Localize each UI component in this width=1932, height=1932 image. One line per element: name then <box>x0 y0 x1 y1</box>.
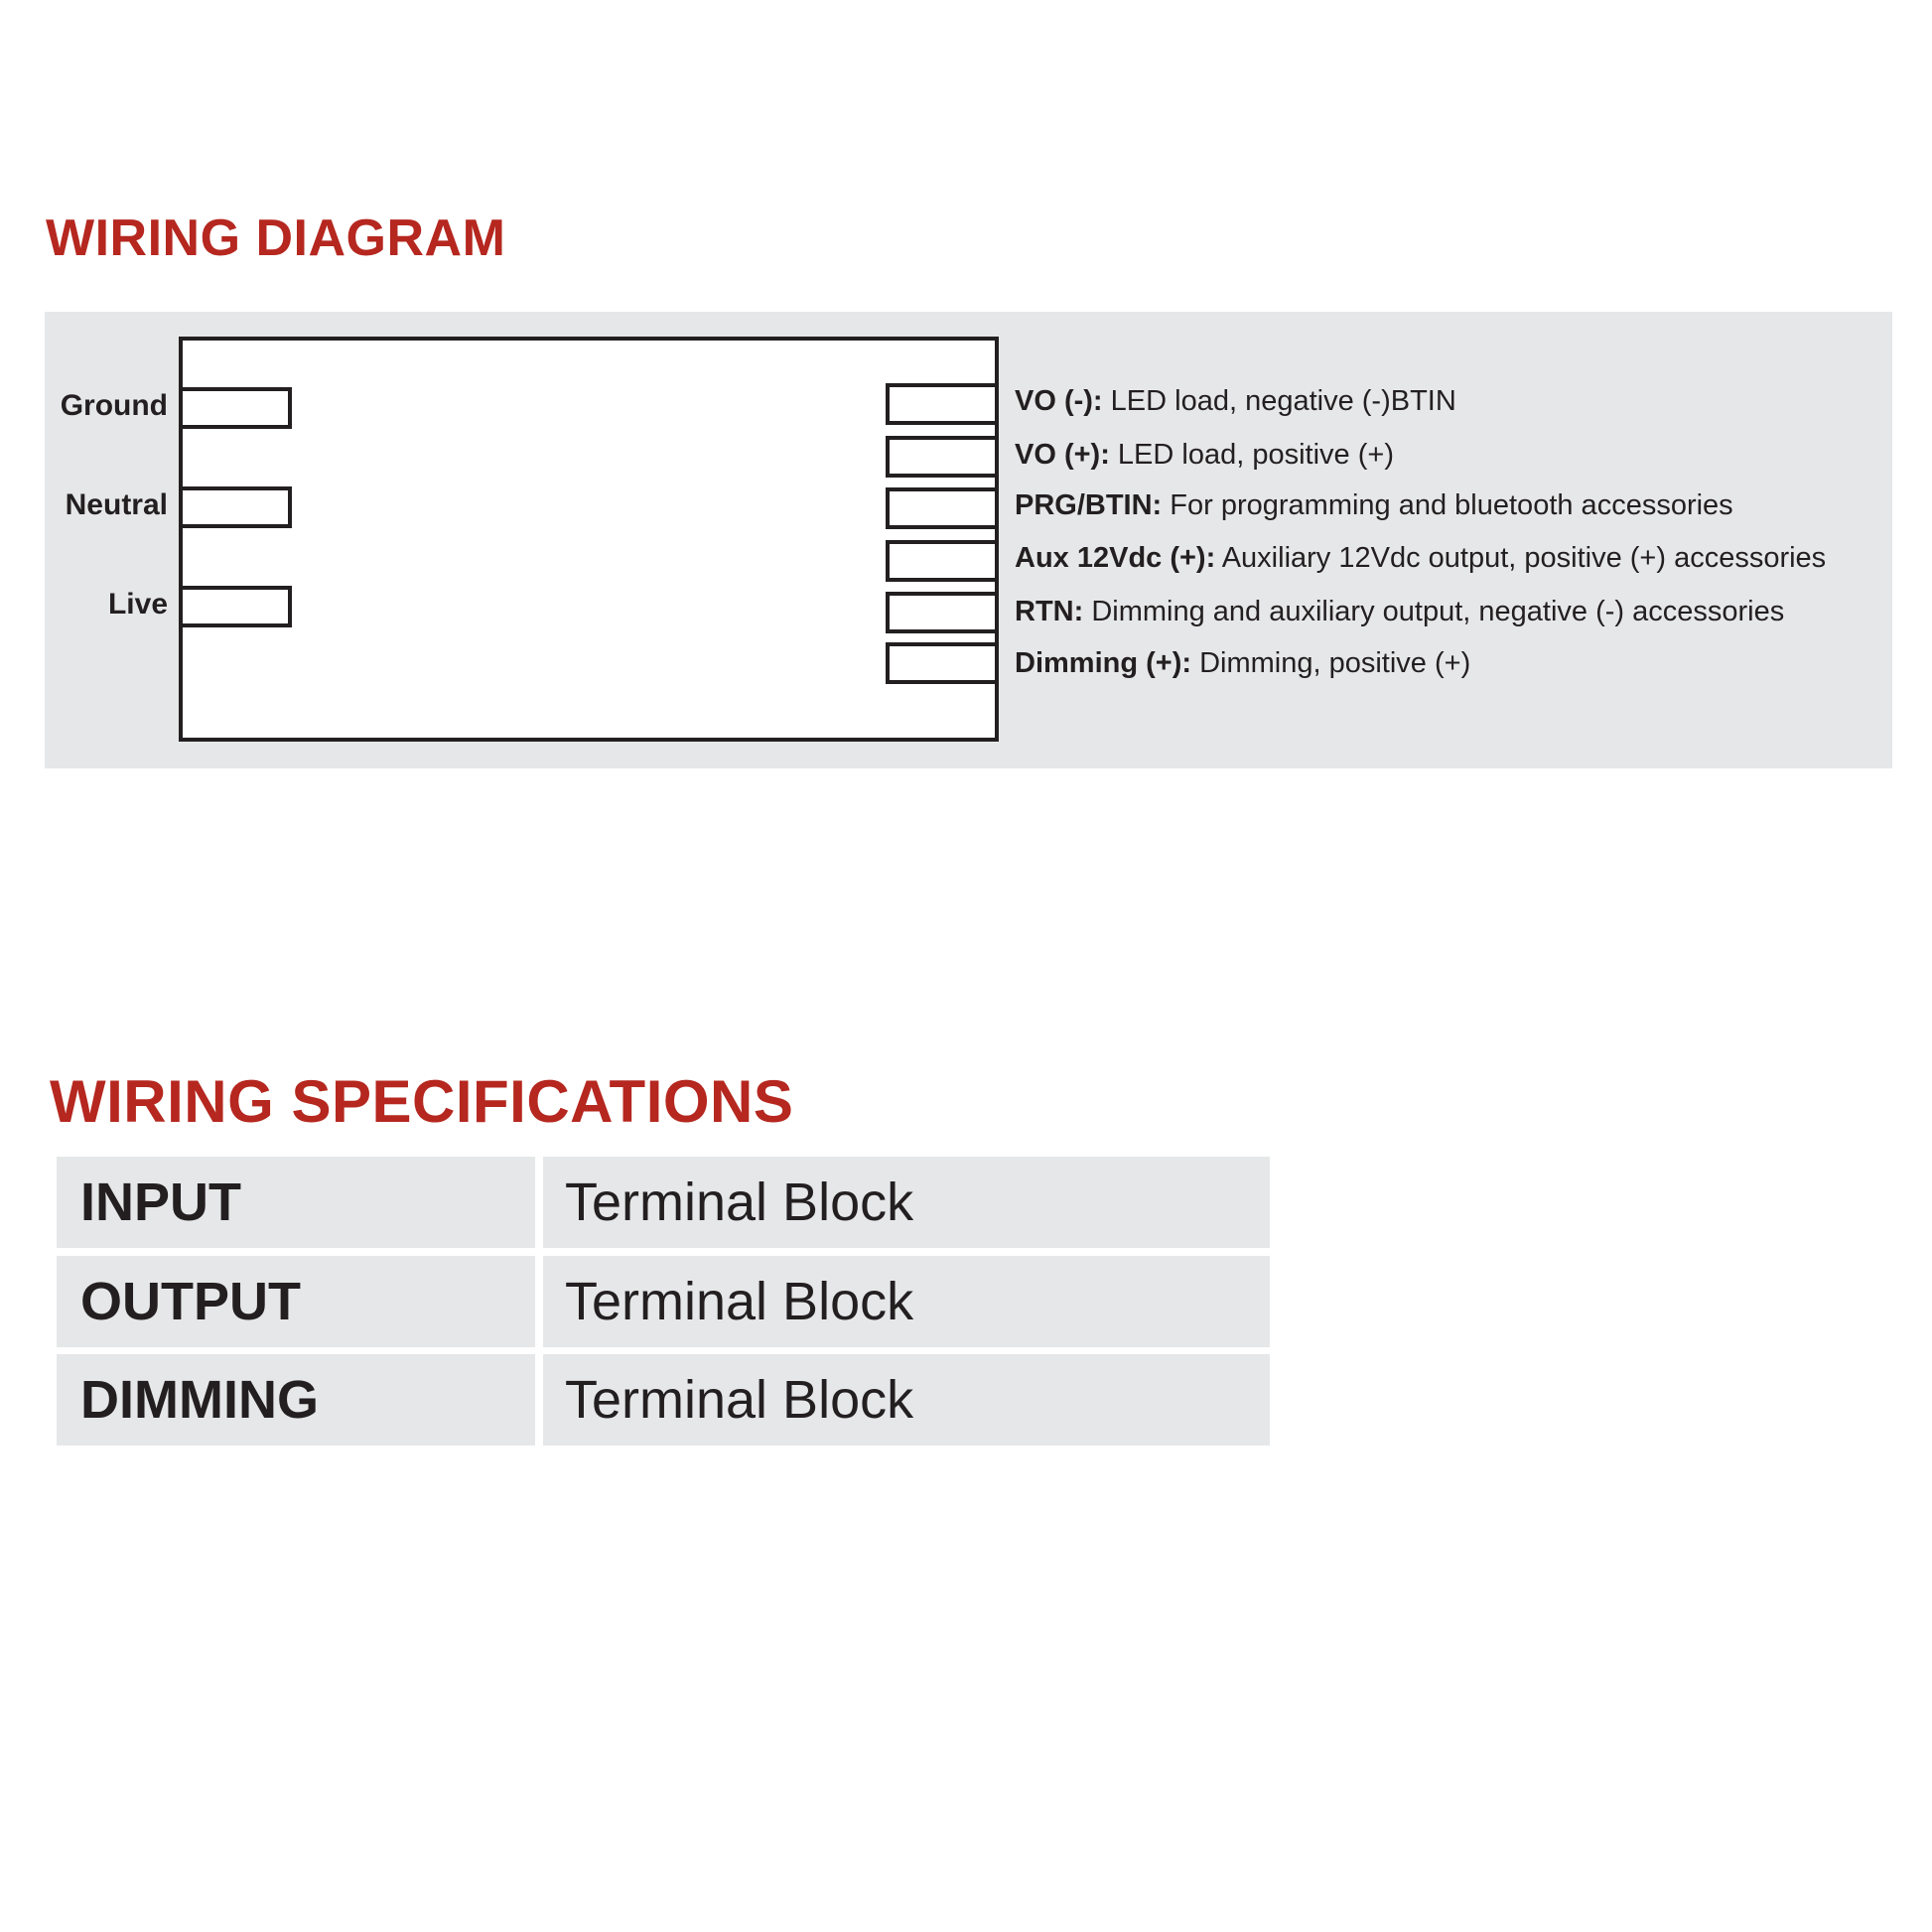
wiring-specifications-title: WIRING SPECIFICATIONS <box>50 1068 794 1135</box>
label-prg-btin <box>1015 491 1733 520</box>
wiring-diagram-title: WIRING DIAGRAM <box>46 209 506 267</box>
spec-value: Terminal Block <box>543 1157 1270 1248</box>
label-term: VO (-): <box>1015 385 1103 417</box>
label-term: Dimming (+): <box>1015 647 1192 679</box>
label-live: Live <box>107 588 168 621</box>
spec-value: Terminal Block <box>543 1256 1270 1347</box>
label-term: VO (+): <box>1015 439 1110 471</box>
spec-key: INPUT <box>57 1157 535 1248</box>
label-term: RTN: <box>1015 596 1084 627</box>
terminal-vo-negative <box>886 383 999 425</box>
spec-key: DIMMING <box>57 1354 535 1446</box>
label-desc: For programming and bluetooth accessories <box>1162 489 1733 521</box>
wiring-diagram-panel <box>45 312 1892 768</box>
label-term: Aux 12Vdc (+): <box>1015 542 1216 574</box>
label-desc: LED load, negative (-)BTIN <box>1102 385 1456 417</box>
label-ground: Ground <box>60 389 168 422</box>
terminal-ground <box>179 387 292 429</box>
terminal-vo-positive <box>886 436 999 478</box>
spec-key: OUTPUT <box>57 1256 535 1347</box>
label-rtn <box>1015 598 1784 626</box>
label-desc: Dimming and auxiliary output, negative (-) accessories <box>1083 596 1785 627</box>
label-vo-positive <box>1015 441 1394 470</box>
spec-value: Terminal Block <box>543 1354 1270 1446</box>
label-vo-negative <box>1015 387 1456 416</box>
label-dimming <box>1015 649 1470 678</box>
label-desc: Dimming, positive (+) <box>1191 647 1471 679</box>
terminal-prg-btin <box>886 487 999 529</box>
label-desc: LED load, positive (+) <box>1109 439 1394 471</box>
terminal-rtn <box>886 592 999 633</box>
driver-body <box>179 337 999 742</box>
label-term: PRG/BTIN: <box>1015 489 1163 521</box>
terminal-neutral <box>179 486 292 528</box>
terminal-aux-12vdc <box>886 540 999 582</box>
terminal-dimming <box>886 642 999 684</box>
label-neutral: Neutral <box>65 488 168 521</box>
terminal-live <box>179 586 292 627</box>
label-desc: Auxiliary 12Vdc output, positive (+) accessories <box>1215 542 1827 574</box>
label-aux-12vdc <box>1015 544 1826 573</box>
